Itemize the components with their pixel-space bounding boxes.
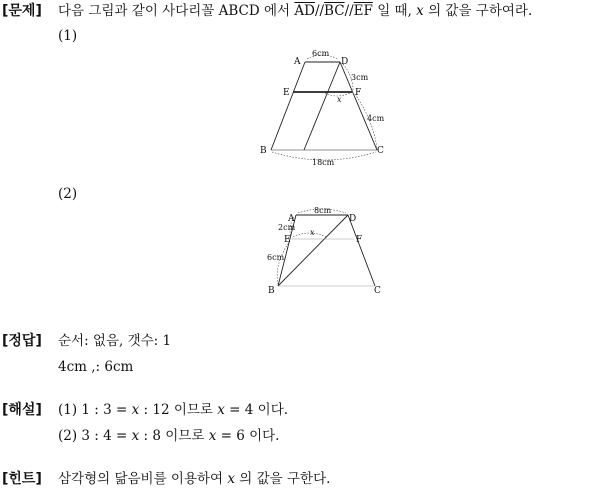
fig2-label-a: A [288, 214, 295, 224]
trapezoid-figure-2 [260, 205, 390, 300]
fig1-length-bc: 18cm [312, 158, 335, 167]
problem-text-before: 다음 그림과 같이 사다리꼴 ABCD 에서 [58, 3, 295, 19]
trapezoid-figure-1 [255, 46, 395, 168]
answer-line-1: 순서: 없음, 갯수: 1 [58, 333, 172, 349]
segment-ad: $\overline{AD}$ [294, 3, 315, 19]
problem-statement [58, 2, 532, 20]
explanation-2-var: x [131, 428, 140, 444]
explanation-2-part-b: : 8 이므로 [139, 428, 209, 444]
fig1-length-x: x [337, 95, 342, 104]
fig2-label-c: C [374, 286, 381, 296]
explanation-1-var: x [131, 402, 140, 418]
problem-text-after: 의 값을 구하여라. [423, 3, 533, 19]
explanation-1-part-a: (1) 1 : 3 = [58, 402, 132, 418]
fig2-side-dc [348, 215, 375, 286]
fig1-label-a: A [294, 57, 301, 67]
answer-label: [정답] [2, 333, 42, 349]
fig2-length-ae: 2cm [278, 223, 296, 232]
explanation-1-part-c: = 4 이다. [224, 402, 289, 418]
explanation-label: [해설] [2, 402, 42, 418]
fig2-length-eb: 6cm [267, 253, 285, 262]
fig2-label-d: D [349, 214, 357, 224]
subproblem-2-label: (2) [58, 186, 78, 202]
fig1-label-c: C [377, 146, 384, 156]
fig1-length-fc: 4cm [367, 114, 385, 123]
fig1-label-e: E [283, 88, 290, 98]
fig2-label-f: F [356, 235, 363, 245]
parallel-sign-2: // [344, 3, 354, 19]
segment-ef: $\overline{EF}$ [353, 3, 373, 19]
hint-label: [힌트] [2, 471, 42, 487]
hint-line [58, 470, 330, 488]
hint-part-a: 삼각형의 닮음비를 이용하여 [58, 471, 228, 487]
fig1-length-df: 3cm [351, 73, 369, 82]
answer-line-2: 4cm ,: 6cm [58, 359, 134, 375]
fig2-length-ad: 8cm [314, 206, 332, 215]
explanation-1-var-2: x [217, 402, 225, 418]
segment-bc: $\overline{BC}$ [324, 3, 345, 19]
fig2-length-x: x [310, 228, 315, 237]
explanation-1-part-b: : 12 이므로 [139, 402, 218, 418]
hint-part-b: 의 값을 구한다. [235, 471, 331, 487]
fig1-side-ab [271, 62, 305, 150]
subproblem-1-label: (1) [58, 28, 78, 44]
fig2-label-e: E [284, 235, 291, 245]
problem-text-mid: 일 때, [372, 3, 417, 19]
fig1-label-d: D [341, 57, 349, 67]
explanation-line-1 [58, 401, 288, 419]
parallel-sign-1: // [314, 3, 325, 19]
hint-var: x [227, 471, 235, 487]
fig1-diagonal-d [304, 62, 340, 150]
fig1-label-f: F [355, 88, 362, 98]
variable-x: x [416, 3, 424, 19]
explanation-line-2 [58, 427, 279, 445]
problem-label: [문제] [2, 3, 42, 19]
explanation-2-var-2: x [208, 428, 217, 444]
explanation-2-part-c: = 6 이다. [216, 428, 280, 444]
fig1-label-b: B [260, 146, 267, 156]
fig1-length-ad: 6cm [312, 49, 330, 58]
explanation-2-part-a: (2) 3 : 4 = [58, 428, 132, 444]
fig2-label-b: B [268, 286, 275, 296]
